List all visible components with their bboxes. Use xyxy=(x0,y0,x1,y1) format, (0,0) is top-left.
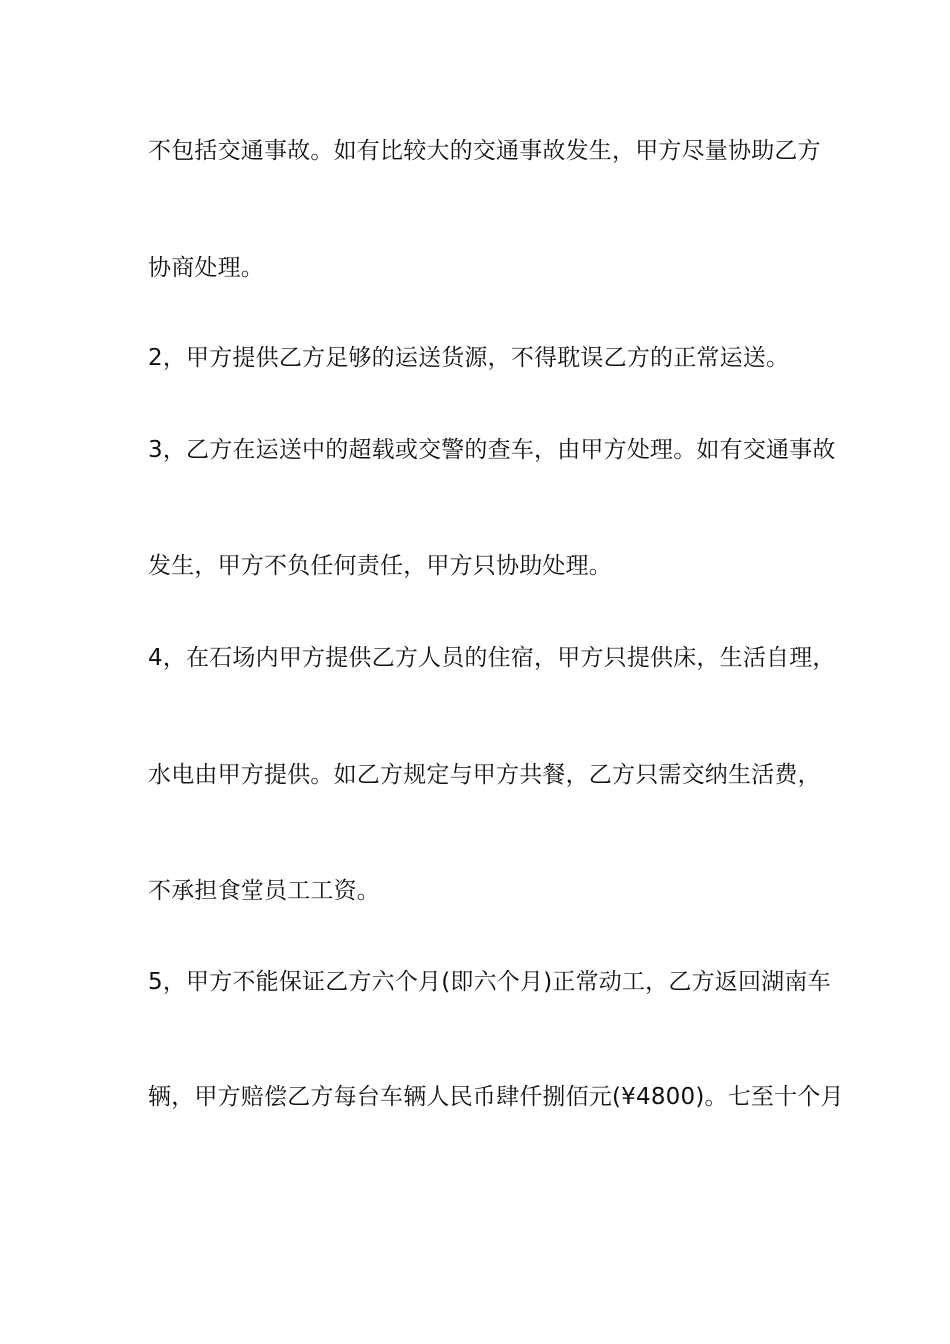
text-line-5: 发生，甲方不负任何责任，甲方只协助处理。 xyxy=(148,553,612,579)
text-line-6: 4，在石场内甲方提供乙方人员的住宿，甲方只提供床，生活自理， xyxy=(148,645,836,671)
text-line-1: 不包括交通事故。如有比较大的交通事故发生，甲方尽量协助乙方 xyxy=(148,138,821,164)
text-line-2: 协商处理。 xyxy=(148,255,264,281)
text-line-4: 3，乙方在运送中的超载或交警的查车，由甲方处理。如有交通事故 xyxy=(148,437,836,463)
text-line-10: 辆，甲方赔偿乙方每台车辆人民币肆仟捌佰元(¥4800)。七至十个月 xyxy=(148,1084,844,1110)
text-line-9: 5，甲方不能保证乙方六个月(即六个月)正常动工，乙方返回湖南车 xyxy=(148,969,831,995)
text-line-3: 2，甲方提供乙方足够的运送货源，不得耽误乙方的正常运送。 xyxy=(148,345,790,371)
text-line-7: 水电由甲方提供。如乙方规定与甲方共餐，乙方只需交纳生活费， xyxy=(148,762,821,788)
text-line-8: 不承担食堂员工工资。 xyxy=(148,878,380,904)
